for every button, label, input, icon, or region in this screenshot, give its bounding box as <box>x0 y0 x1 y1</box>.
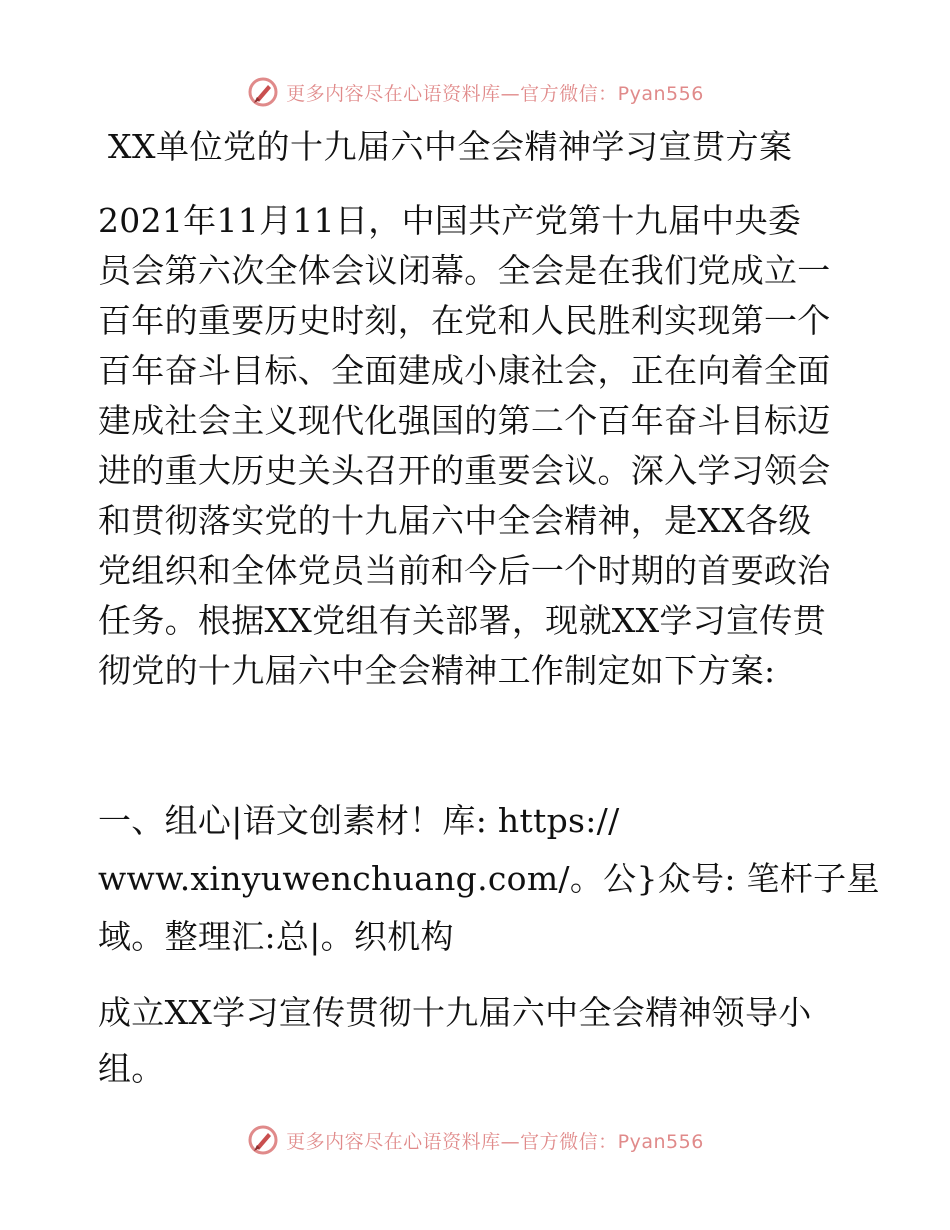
text-line: 百年的重要历史时刻，在党和人民胜利实现第一个 <box>98 301 831 340</box>
text-line: 建成社会主义现代化强国的第二个百年奋斗目标迈 <box>98 401 831 440</box>
text-line: 进的重大历史关头召开的重要会议。深入学习领会 <box>98 451 831 490</box>
watermark-banner-bottom <box>0 1120 950 1160</box>
watermark-text: 更多内容尽在心语资料库—官方微信：Pyan556 <box>286 82 704 105</box>
watermark-text: 更多内容尽在心语资料库—官方微信：Pyan556 <box>286 1130 704 1153</box>
pen-seal-logo-icon <box>246 75 280 109</box>
text-line: 百年奋斗目标、全面建成小康社会，正在向着全面 <box>98 351 831 390</box>
watermark-banner-top <box>0 72 950 112</box>
document-title: XX单位党的十九届六中全会精神学习宣贯方案 <box>108 127 793 166</box>
text-line: 员会第六次全体会议闭幕。全会是在我们党成立一 <box>98 251 831 290</box>
text-line: 任务。根据XX党组有关部署，现就XX学习宣传贯 <box>98 601 826 640</box>
text-line: www.xinyuwenchuang.com/。公}众号: 笔杆子星 <box>98 859 880 898</box>
text-line: 域。整理汇:总|。织机构 <box>98 917 454 956</box>
text-line: 党组织和全体党员当前和今后一个时期的首要政治 <box>98 551 831 590</box>
text-line: 组。 <box>98 1049 165 1088</box>
text-line: 2021年11月11日，中国共产党第十九届中央委 <box>98 201 802 240</box>
text-line: 和贯彻落实党的十九届六中全会精神，是XX各级 <box>98 501 812 540</box>
pen-seal-logo-icon <box>246 1123 280 1157</box>
text-line: 彻党的十九届六中全会精神工作制定如下方案: <box>98 651 776 690</box>
text-line: 一、组心|语文创素材！库: https:// <box>98 801 620 840</box>
text-line: 成立XX学习宣传贯彻十九届六中全会精神领导小 <box>98 993 812 1032</box>
